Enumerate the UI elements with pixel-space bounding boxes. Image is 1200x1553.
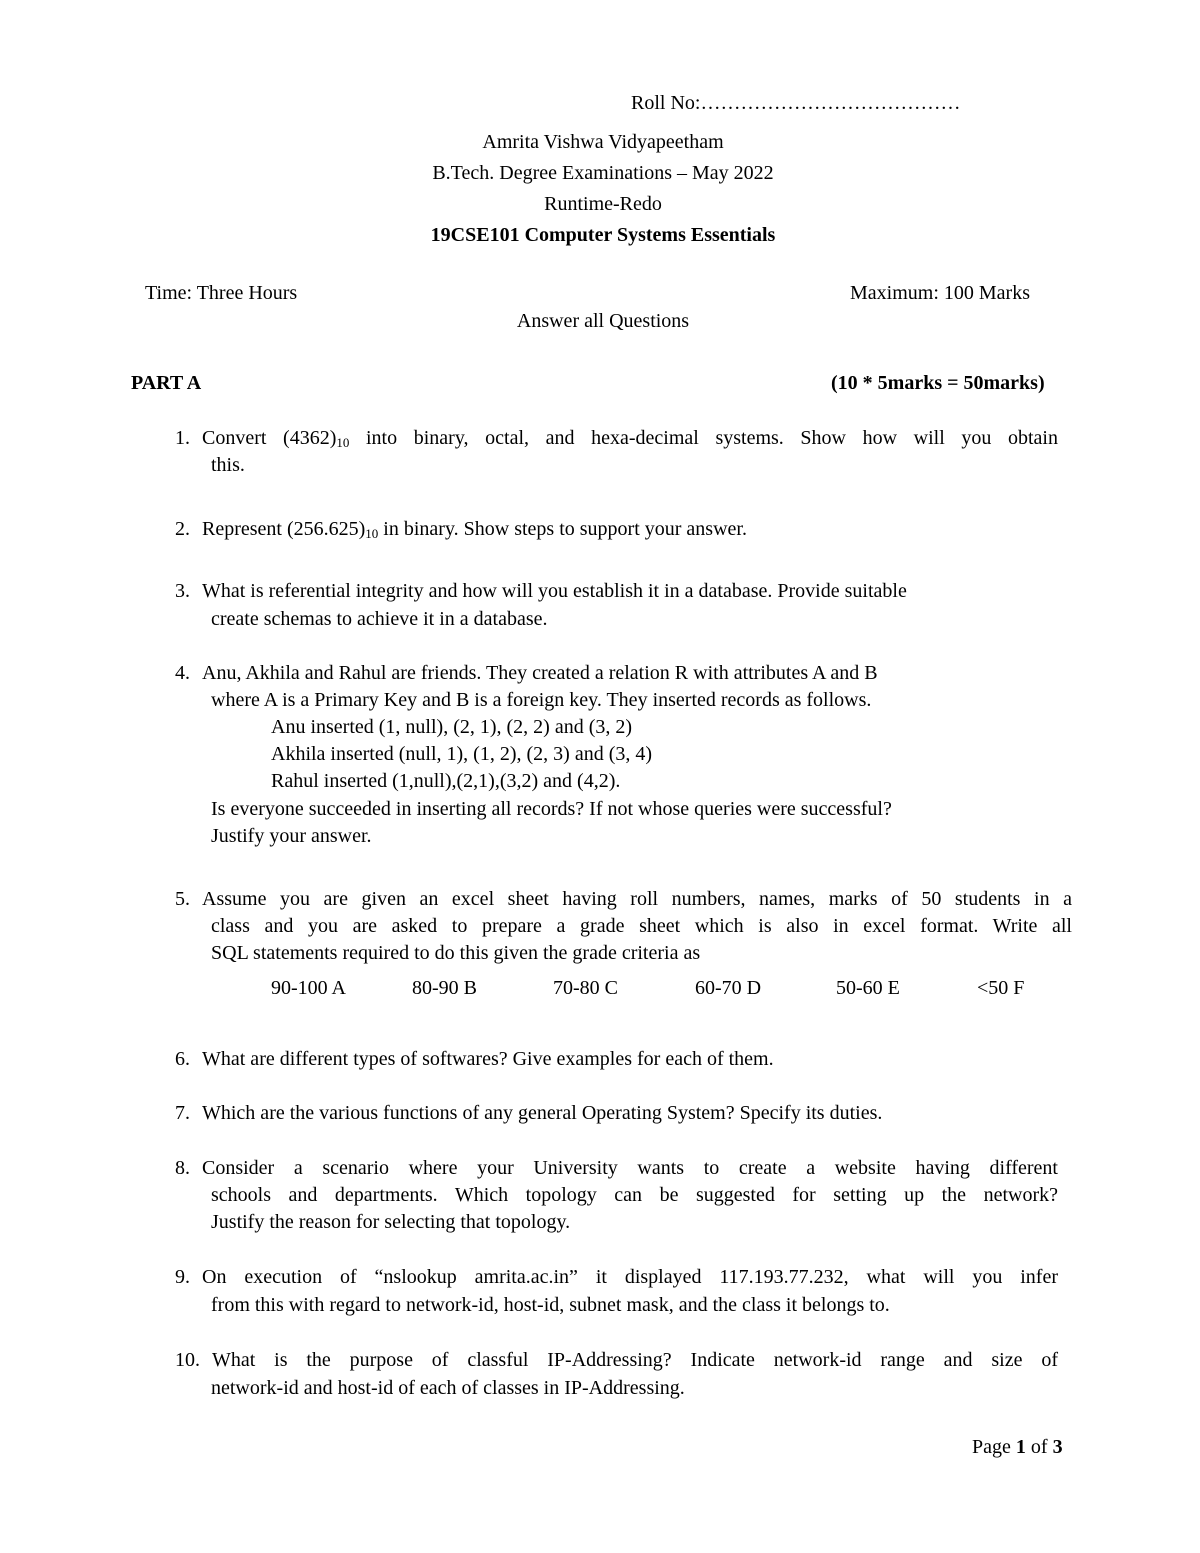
time-allowed: Time: Three Hours [145, 282, 298, 304]
question-text: Is everyone succeeded in inserting all records? If not whose queries were successful? [211, 798, 892, 820]
question-text: SQL statements required to do this given the grade criteria as [211, 942, 701, 964]
question-text: On execution of “nslookup amrita.ac.in” it displayed 117.193.77.232, what will you infer [202, 1266, 1058, 1288]
question-text: this. [211, 454, 245, 476]
question-text: class and you are asked to prepare a grade sheet which is also in excel format. Write all [211, 915, 1072, 937]
roll-no-field: Roll No:………………………………… [631, 92, 961, 114]
grade-criterion: 50-60 E [836, 977, 900, 999]
grade-criterion: 60-70 D [695, 977, 762, 999]
grade-criterion: 90-100 A [271, 977, 346, 999]
question-number: 4. [175, 662, 190, 684]
question-number: 8. [175, 1157, 190, 1179]
question-text: where A is a Primary Key and B is a foreign key. They inserted records as follows. [211, 689, 872, 711]
question-number: 3. [175, 580, 190, 602]
exam-title: B.Tech. Degree Examinations – May 2022 [432, 162, 774, 184]
question-text: create schemas to achieve it in a database. [211, 608, 548, 630]
question-number: 10. [175, 1349, 200, 1371]
question-text: Convert $(4362)_{10}$ into binary, octal, and hexa-decimal systems. Show how will you obtain [202, 427, 1058, 450]
question-text: What is referential integrity and how will you establish it in a database. Provide suitable [202, 580, 907, 602]
question-number: 6. [175, 1048, 190, 1070]
course-title: 19CSE101 Computer Systems Essentials [430, 224, 776, 246]
grade-criterion: 70-80 C [553, 977, 618, 999]
page-number: Page 1 of 3 [972, 1436, 1063, 1458]
question-text: Consider a scenario where your University wants to create a website having different [202, 1157, 1058, 1179]
question-text: Represent $(256.625)_{10}$ in binary. Show steps to support your answer. [202, 518, 747, 541]
question-text: schools and departments. Which topology can be suggested for setting up the network? [211, 1184, 1058, 1206]
instruction: Answer all Questions [516, 310, 690, 332]
exam-session: Runtime-Redo [544, 193, 662, 215]
question-text: Anu inserted (1, null), (2, 1), (2, 2) and (3, 2) [271, 716, 633, 738]
question-text: Justify the reason for selecting that topology. [211, 1211, 571, 1233]
part-a-marks: (10 * 5marks = 50marks) [831, 372, 1045, 394]
question-text: Rahul inserted (1,null),(2,1),(3,2) and (4,2). [271, 770, 621, 792]
question-text: Anu, Akhila and Rahul are friends. They created a relation R with attributes A and B [202, 662, 878, 684]
question-text: What are different types of softwares? Give examples for each of them. [202, 1048, 774, 1070]
question-number: 7. [175, 1102, 190, 1124]
grade-criterion: 80-90 B [412, 977, 477, 999]
question-number: 9. [175, 1266, 190, 1288]
question-number: 5. [175, 888, 190, 910]
question-text: from this with regard to network-id, host-id, subnet mask, and the class it belongs to. [211, 1294, 890, 1316]
question-number: 1. [175, 427, 190, 449]
question-text: Justify your answer. [211, 825, 372, 847]
part-a-title: PART A [131, 372, 202, 394]
question-text: Akhila inserted (null, 1), (1, 2), (2, 3) and (3, 4) [271, 743, 653, 765]
grade-criterion: <50 F [977, 977, 1025, 999]
maximum-marks: Maximum: 100 Marks [850, 282, 1030, 304]
question-text: network-id and host-id of each of classes in IP-Addressing. [211, 1377, 685, 1399]
question-text: What is the purpose of classful IP-Addressing? Indicate network-id range and size of [212, 1349, 1058, 1371]
question-text: Assume you are given an excel sheet having roll numbers, names, marks of 50 students in a [202, 888, 1072, 910]
institution-name: Amrita Vishwa Vidyapeetham [482, 131, 724, 153]
question-text: Which are the various functions of any general Operating System? Specify its duties. [202, 1102, 883, 1124]
question-number: 2. [175, 518, 190, 540]
